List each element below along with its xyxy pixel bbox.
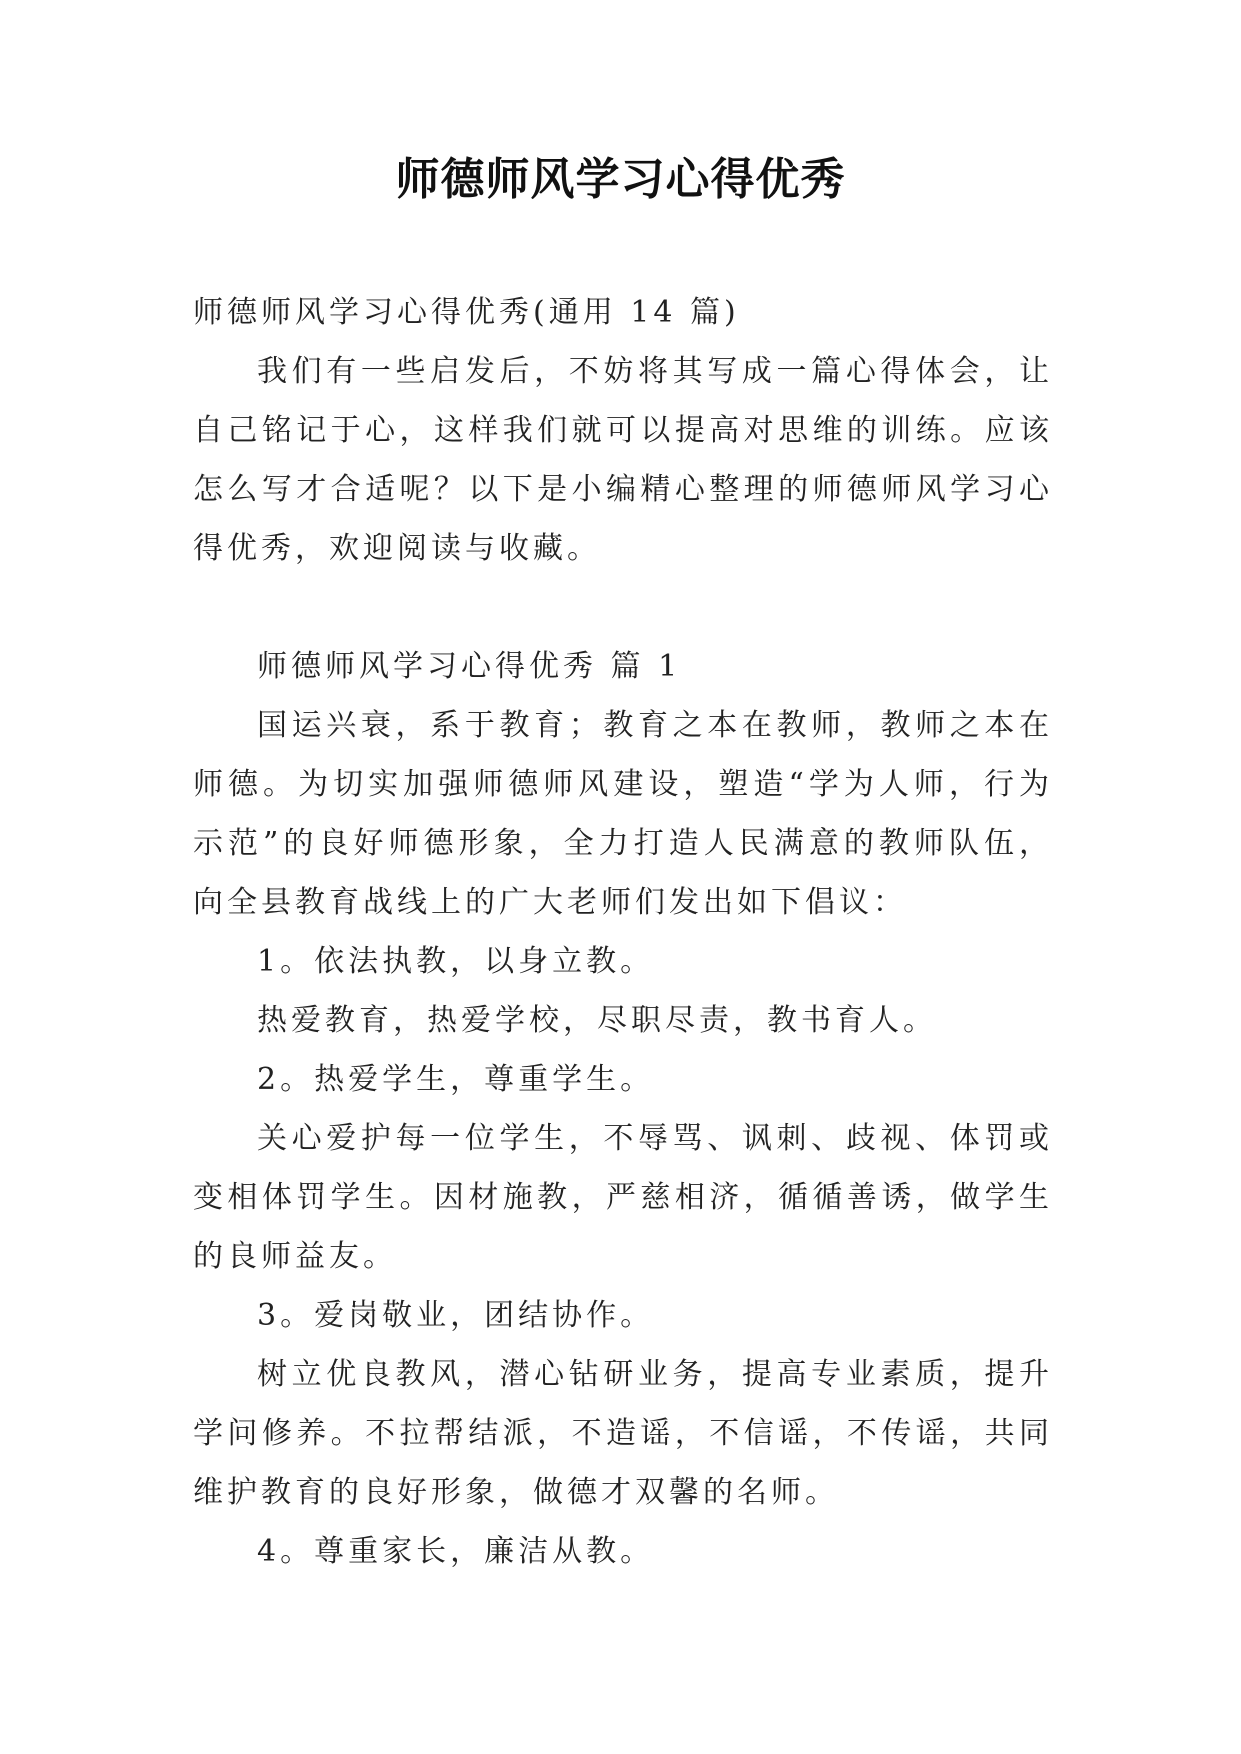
list-item-heading: 4。尊重家长，廉洁从教。 bbox=[257, 1534, 655, 1569]
document-subtitle: 师德师风学习心得优秀(通用 14 篇) bbox=[193, 295, 740, 330]
intro-paragraph: 我们有一些启发后，不妨将其写成一篇心得体会，让自己铭记于心，这样我们就可以提高对思维的训练。应该怎么写才合适呢？以下是小编精心整理的师德师风学习心得优秀，欢迎阅读与收藏。 bbox=[193, 354, 1053, 566]
body-paragraph: 热爱教育，热爱学校，尽职尽责，教书育人。 bbox=[257, 1003, 937, 1038]
section-spacer bbox=[193, 578, 1053, 637]
document-body bbox=[193, 283, 1053, 1581]
body-paragraph: 关心爱护每一位学生，不辱骂、讽刺、歧视、体罚或变相体罚学生。因材施教，严慈相济，循循善诱，做学生的良师益友。 bbox=[193, 1121, 1053, 1274]
body-paragraph: 国运兴衰，系于教育；教育之本在教师，教师之本在师德。为切实加强师德师风建设，塑造“学为人师，行为示范”的良好师德形象，全力打造人民满意的教师队伍，向全县教育战线上的广大老师们发出如下倡议： bbox=[193, 708, 1053, 920]
section-heading: 师德师风学习心得优秀 篇 1 bbox=[257, 649, 682, 684]
document-title: 师德师风学习心得优秀 bbox=[395, 154, 846, 205]
list-item-heading: 2。热爱学生，尊重学生。 bbox=[257, 1062, 655, 1097]
body-paragraph: 树立优良教风，潜心钻研业务，提高专业素质，提升学问修养。不拉帮结派，不造谣，不信谣，不传谣，共同维护教育的良好形象，做德才双馨的名师。 bbox=[193, 1357, 1053, 1510]
list-item-heading: 3。爱岗敬业，团结协作。 bbox=[257, 1298, 655, 1333]
list-item-heading: 1。依法执教，以身立教。 bbox=[257, 944, 655, 979]
